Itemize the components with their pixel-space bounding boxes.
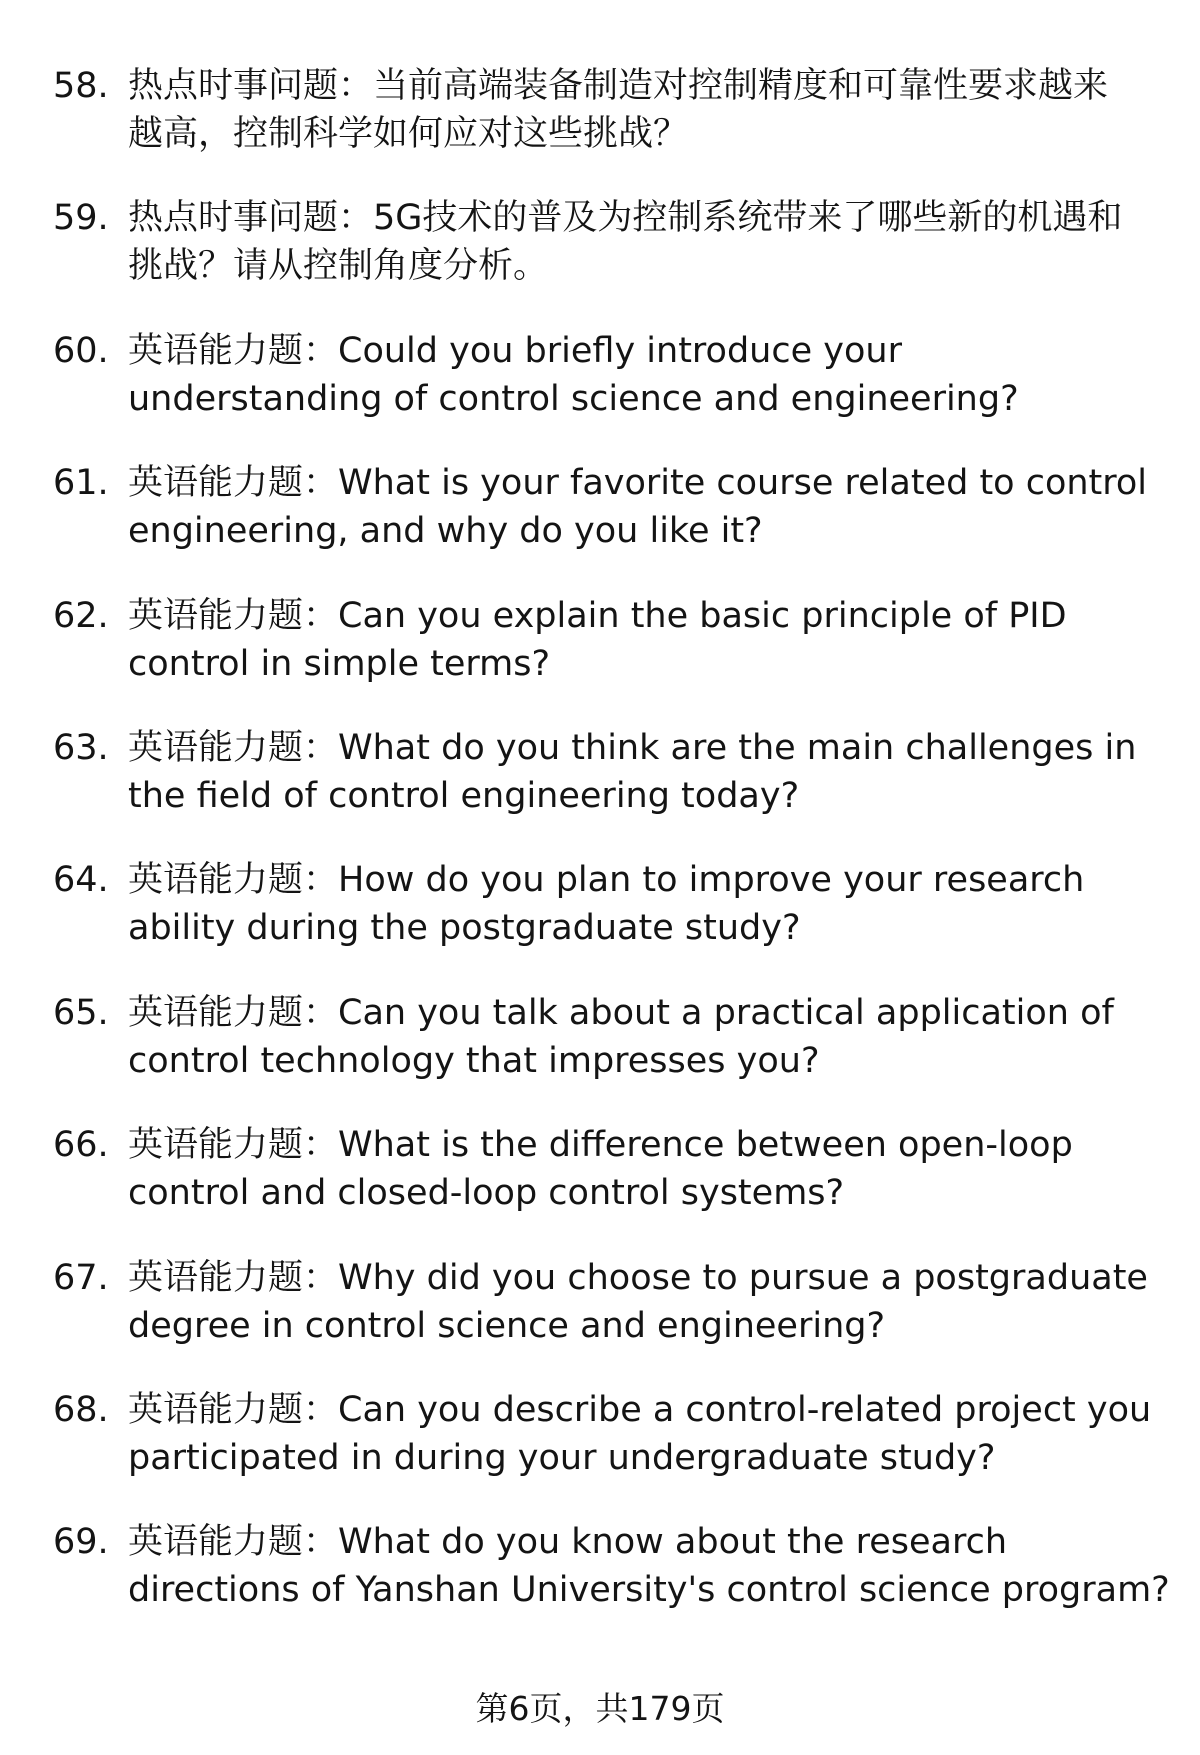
question-text: What do you know about the research — [338, 1522, 1007, 1563]
question-line: understanding of control science and engineering? — [128, 378, 1019, 419]
question-item — [53, 194, 1200, 290]
question-item — [53, 1254, 1200, 1350]
question-text: Can you explain the basic principle of PID — [338, 595, 1067, 636]
question-category: 英语能力题： — [128, 595, 339, 636]
question-line — [128, 724, 1136, 772]
question-category: 英语能力题： — [128, 727, 339, 768]
question-number: 65. — [53, 992, 109, 1033]
question-category: 英语能力题： — [128, 463, 339, 504]
question-number: 63. — [53, 727, 109, 768]
page-number-label: 第6页，共179页 — [475, 1689, 725, 1728]
question-text: 5G技术的普及为控制系统带来了哪些新的机遇和 — [373, 198, 1123, 239]
question-number: 64. — [53, 860, 109, 901]
question-category: 英语能力题： — [128, 330, 339, 371]
question-line: control and closed-loop control systems? — [128, 1173, 845, 1214]
question-line — [128, 592, 1067, 640]
question-text: What is your favorite course related to control — [338, 463, 1148, 504]
question-body — [128, 62, 1200, 158]
question-line — [128, 1121, 1073, 1169]
question-item — [53, 459, 1200, 555]
question-category: 英语能力题： — [128, 1125, 339, 1166]
question-body — [128, 1254, 1200, 1350]
question-line: ability during the postgraduate study? — [128, 908, 801, 949]
question-body — [128, 592, 1200, 688]
question-line: directions of Yanshan University's control science program? — [128, 1570, 1170, 1611]
question-number: 58. — [53, 66, 109, 106]
question-item — [53, 1386, 1200, 1482]
question-body — [128, 1386, 1200, 1482]
question-line — [128, 856, 1084, 904]
question-line: degree in control science and engineering? — [128, 1305, 886, 1346]
question-item — [53, 327, 1200, 423]
question-number: 61. — [53, 463, 109, 504]
question-line: participated in during your undergraduate study? — [128, 1437, 996, 1478]
question-line — [128, 459, 1147, 507]
question-item — [53, 724, 1200, 820]
question-body — [128, 856, 1200, 952]
question-text: How do you plan to improve your research — [338, 860, 1085, 901]
question-text: Could you briefly introduce your — [338, 330, 902, 371]
question-number: 68. — [53, 1389, 109, 1430]
question-line — [128, 1386, 1151, 1434]
question-category: 热点时事问题： — [128, 66, 374, 106]
question-line: 挑战？请从控制角度分析。 — [128, 246, 549, 287]
question-item — [53, 592, 1200, 688]
question-text: Why did you choose to pursue a postgraduate — [338, 1257, 1148, 1298]
question-text: Can you describe a control-related project you — [338, 1389, 1152, 1430]
question-category: 热点时事问题： — [128, 198, 374, 239]
question-body — [128, 327, 1200, 423]
question-number: 60. — [53, 330, 109, 371]
question-number: 62. — [53, 595, 109, 636]
question-category: 英语能力题： — [128, 860, 339, 901]
question-body — [128, 724, 1200, 820]
question-line — [128, 194, 1122, 242]
question-number: 66. — [53, 1125, 109, 1166]
question-item — [53, 856, 1200, 952]
question-item — [53, 989, 1200, 1085]
question-line: control technology that impresses you? — [128, 1040, 820, 1081]
question-body — [128, 989, 1200, 1085]
question-number: 67. — [53, 1257, 109, 1298]
question-category: 英语能力题： — [128, 992, 339, 1033]
question-text: 当前高端装备制造对控制精度和可靠性要求越来 — [373, 66, 1109, 106]
question-line: engineering, and why do you like it? — [128, 511, 763, 552]
question-number: 69. — [53, 1522, 109, 1563]
question-line — [128, 327, 902, 375]
question-body — [128, 459, 1200, 555]
question-line — [128, 1518, 1007, 1566]
question-body — [128, 1121, 1200, 1217]
question-line: control in simple terms? — [128, 643, 551, 684]
question-category: 英语能力题： — [128, 1522, 339, 1563]
question-line: the field of control engineering today? — [128, 775, 800, 816]
question-text: What do you think are the main challenges in — [338, 727, 1137, 768]
question-item — [53, 62, 1200, 158]
question-line: 越高，控制科学如何应对这些挑战？ — [128, 114, 689, 154]
question-number: 59. — [53, 198, 109, 239]
question-line — [128, 989, 1114, 1037]
question-text: What is the difference between open-loop — [338, 1125, 1073, 1166]
question-line — [128, 62, 1108, 110]
question-item — [53, 1518, 1200, 1614]
question-item — [53, 1121, 1200, 1217]
question-body — [128, 194, 1200, 290]
question-line — [128, 1254, 1148, 1302]
question-category: 英语能力题： — [128, 1257, 339, 1298]
question-body — [128, 1518, 1200, 1614]
question-category: 英语能力题： — [128, 1389, 339, 1430]
page-footer — [0, 1689, 1200, 1729]
question-text: Can you talk about a practical application of — [338, 992, 1114, 1033]
